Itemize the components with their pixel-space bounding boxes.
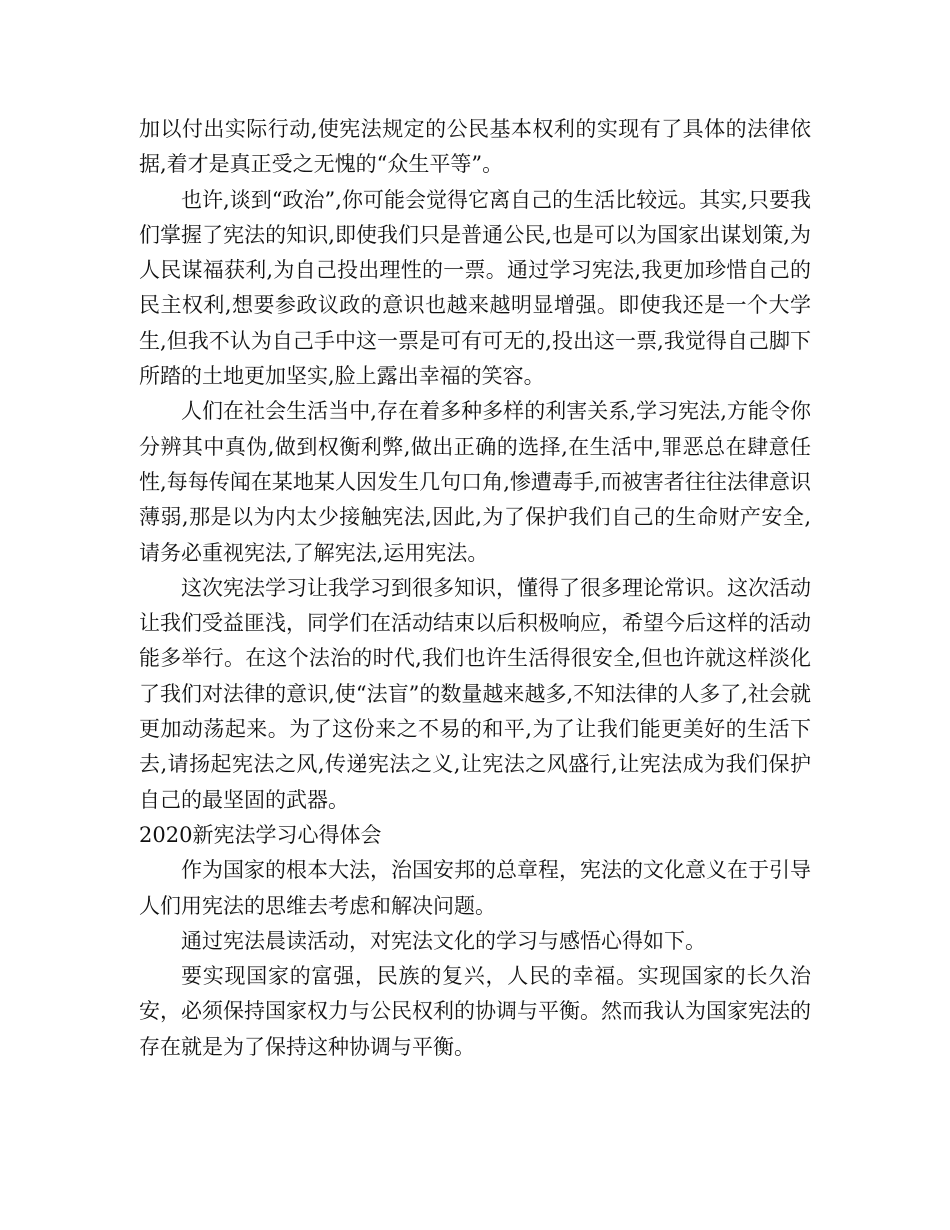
paragraph-7: 要实现国家的富强，民族的复兴，人民的幸福。实现国家的长久治安，必须保持国家权力与公民权利的协调与平衡。然而我认为国家宪法的存在就是为了保持这种协调与平衡。 <box>139 964 811 1059</box>
paragraph-3: 人们在社会生活当中,存在着多种多样的利害关系,学习宪法,方能令你分辨其中真伪,做到权衡利弊,做出正确的选择,在生活中,罪恶总在肆意任性,每每传闻在某地某人因发生几句口角,惨遭毒手,而被害者往往法律意识薄弱,那是以为内太少接触宪法,因此,为了保护我们自己的生命财产安全,请务必重视宪法,了解宪法,运用宪法。 <box>139 399 811 565</box>
section-heading: 2020新宪法学习心得体会 <box>139 822 382 847</box>
paragraph-5: 作为国家的根本大法，治国安邦的总章程，宪法的文化意义在于引导人们用宪法的思维去考虑和解决问题。 <box>139 858 811 918</box>
paragraph-4: 这次宪法学习让我学习到很多知识，懂得了很多理论常识。这次活动让我们受益匪浅，同学们在活动结束以后积极响应，希望今后这样的活动能多举行。在这个法治的时代,我们也许生活得很安全,但也许就这样淡化了我们对法律的意识,使“法盲”的数量越来越多,不知法律的人多了,社会就更加动荡起来。为了这份来之不易的和平,为了让我们能更美好的生活下去,请扬起宪法之风,传递宪法之义,让宪法之风盛行,让宪法成为我们保护自己的最坚固的武器。 <box>139 575 811 812</box>
document-body <box>139 112 811 1065</box>
paragraph-2: 也许,谈到“政治”,你可能会觉得它离自己的生活比较远。其实,只要我们掌握了宪法的知识,即使我们只是普通公民,也是可以为国家出谋划策,为人民谋福获利,为自己投出理性的一票。通过学习宪法,我更加珍惜自己的民主权利,想要参政议政的意识也越来越明显增强。即使我还是一个大学生,但我不认为自己手中这一票是可有可无的,投出这一票,我觉得自己脚下所踏的土地更加坚实,脸上露出幸福的笑容。 <box>139 187 811 389</box>
paragraph-1: 加以付出实际行动,使宪法规定的公民基本权利的实现有了具体的法律依据,着才是真正受之无愧的“众生平等”。 <box>139 117 811 177</box>
paragraph-6: 通过宪法晨读活动，对宪法文化的学习与感悟心得如下。 <box>181 928 706 953</box>
